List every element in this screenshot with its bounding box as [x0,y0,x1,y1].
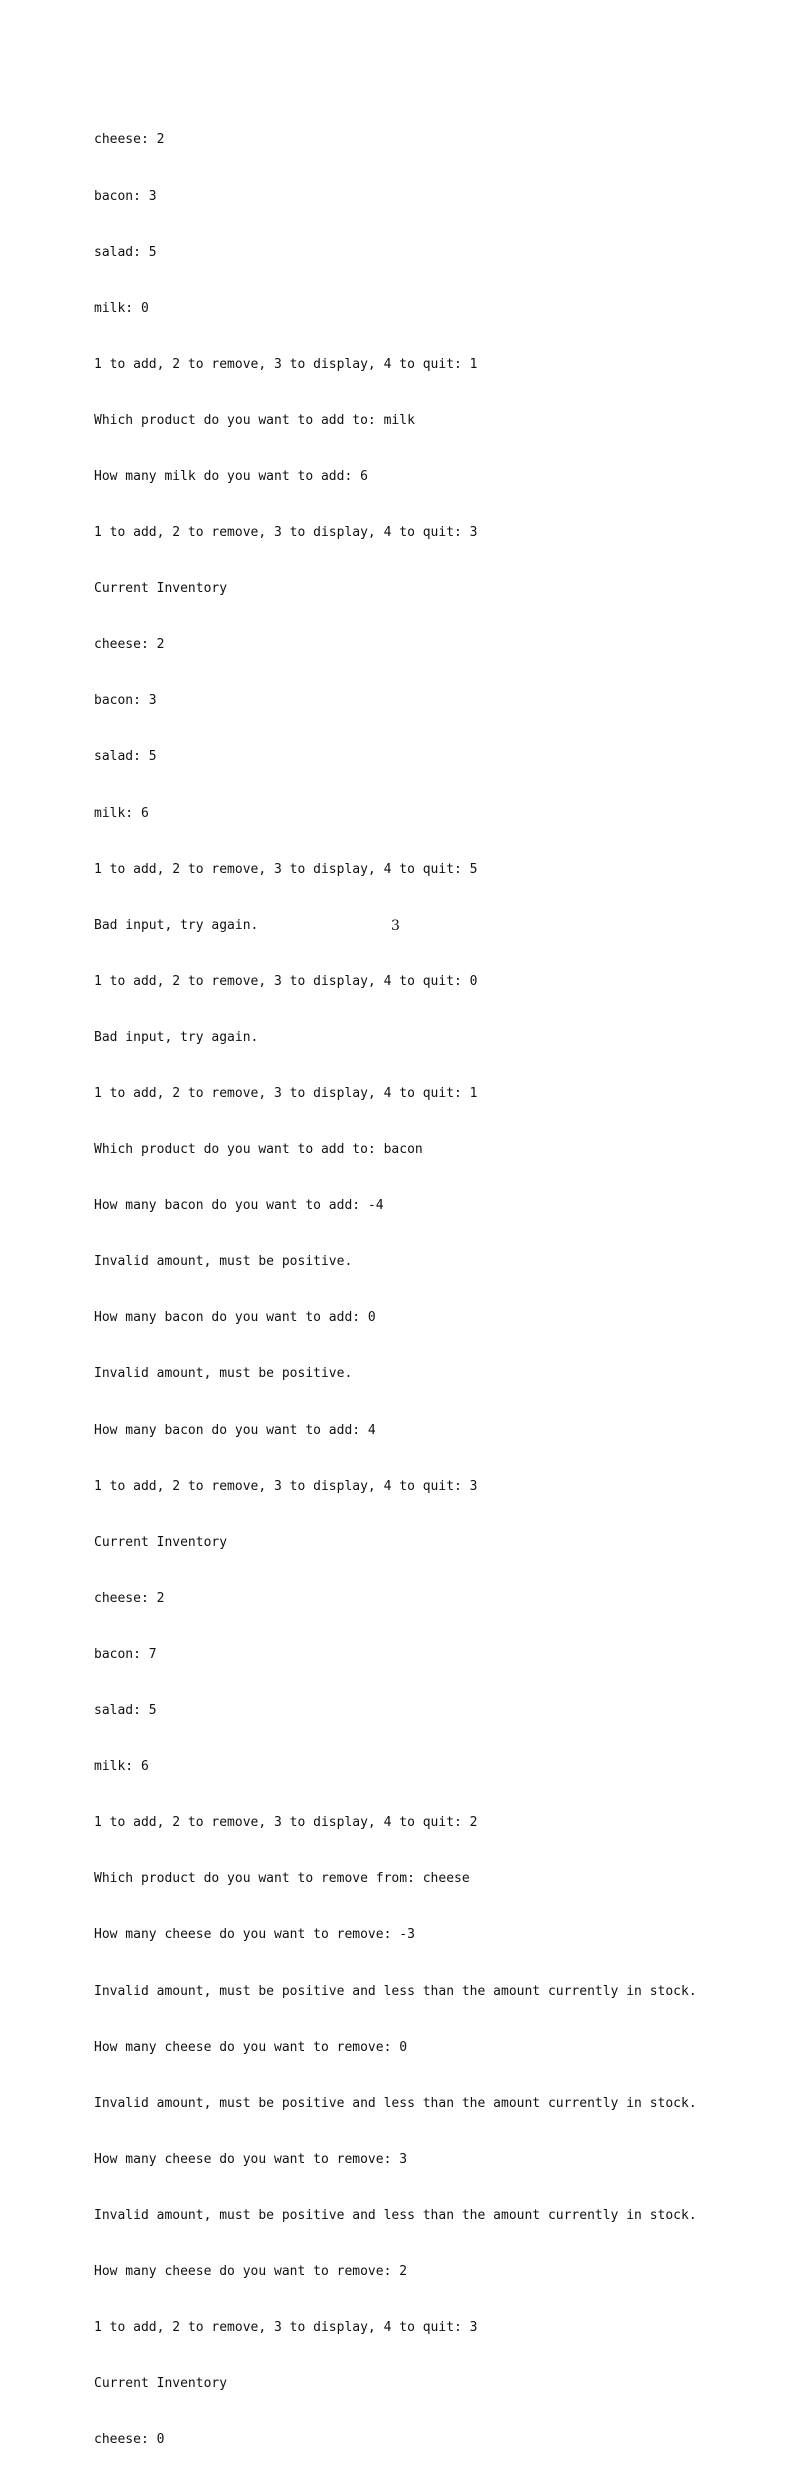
output-line: bacon: 3 [94,693,157,709]
output-line: milk: 6 [94,1759,149,1775]
output-line: Invalid amount, must be positive. [94,1366,353,1382]
output-line: How many bacon do you want to add: -4 [94,1198,384,1214]
output-line: How many cheese do you want to remove: 3 [94,2151,408,2167]
output-line: salad: 5 [94,1703,157,1719]
output-line: Invalid amount, must be positive. [94,1254,353,1270]
output-line: 1 to add, 2 to remove, 3 to display, 4 to quit: 0 [94,973,478,989]
output-line: cheese: 2 [94,132,165,148]
output-line: Invalid amount, must be positive and less than the amount currently in stock. [94,2095,697,2111]
output-line: Current Inventory [94,1534,228,1550]
output-line: 1 to add, 2 to remove, 3 to display, 4 to quit: 3 [94,1478,478,1494]
page-number: 3 [391,918,400,934]
output-line: How many cheese do you want to remove: 0 [94,2039,408,2055]
output-line: How many cheese do you want to remove: -3 [94,1927,415,1943]
output-line: Invalid amount, must be positive and less than the amount currently in stock. [94,1983,697,1999]
output-line: Invalid amount, must be positive and less than the amount currently in stock. [94,2207,697,2223]
output-line: How many bacon do you want to add: 4 [94,1422,376,1438]
output-line: salad: 5 [94,244,157,260]
output-line: bacon: 3 [94,188,157,204]
output-line: How many milk do you want to add: 6 [94,468,368,484]
output-line: bacon: 7 [94,1646,157,1662]
output-line: Bad input, try again. [94,1029,259,1045]
output-line: Which product do you want to remove from: cheese [94,1871,470,1887]
output-line: 1 to add, 2 to remove, 3 to display, 4 to quit: 1 [94,1086,478,1101]
output-line: cheese: 2 [94,637,165,653]
output-line: salad: 5 [94,749,157,765]
output-line: milk: 0 [94,300,149,316]
output-line: milk: 6 [94,805,149,821]
output-line: Current Inventory [94,581,228,597]
output-line: 1 to add, 2 to remove, 3 to display, 4 to quit: 3 [94,525,478,541]
output-line: Bad input, try again. [94,917,259,933]
output-line: Which product do you want to add to: milk [94,412,415,428]
output-line: cheese: 0 [94,2432,165,2448]
program-output [94,94,774,2487]
output-line: 1 to add, 2 to remove, 3 to display, 4 to quit: 1 [94,356,478,372]
output-line: How many bacon do you want to add: 0 [94,1310,376,1326]
output-line: 1 to add, 2 to remove, 3 to display, 4 to quit: 3 [94,2320,478,2336]
output-line: How many cheese do you want to remove: 2 [94,2263,408,2279]
output-line: 1 to add, 2 to remove, 3 to display, 4 to quit: 2 [94,1815,478,1831]
output-line: Which product do you want to add to: bacon [94,1142,423,1158]
output-line: cheese: 2 [94,1590,165,1606]
output-line: Current Inventory [94,2376,228,2392]
output-line: 1 to add, 2 to remove, 3 to display, 4 to quit: 5 [94,861,478,877]
